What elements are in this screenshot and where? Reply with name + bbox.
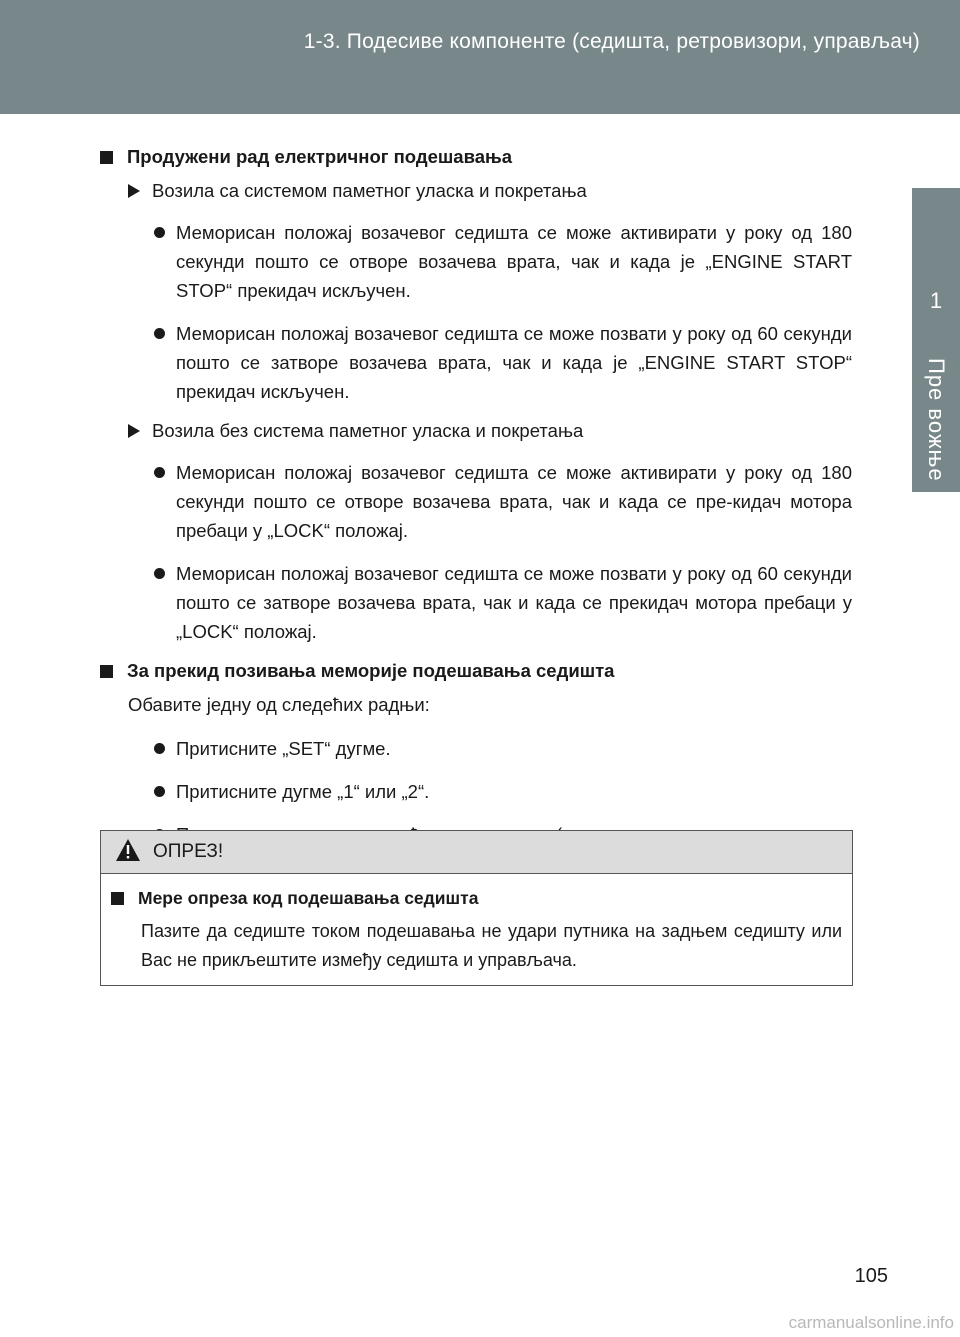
caution-heading <box>111 888 842 909</box>
warning-triangle-icon <box>115 838 141 867</box>
list-item-text: Притисните дугме „1“ или „2“. <box>176 781 430 802</box>
section-intro: Обавите једну од следећих радњи: <box>128 694 430 715</box>
header-band <box>0 0 960 114</box>
caution-text: Пазите да седиште током подешавања не удари путника на задњем седишту или Вас не прикљештите између седишта и управљача. <box>141 921 842 970</box>
round-bullet-icon <box>154 786 165 797</box>
subheading <box>128 180 852 202</box>
watermark: carmanualsonline.info <box>788 1313 954 1332</box>
caution-body <box>101 874 852 975</box>
list-item <box>152 458 852 545</box>
list-item <box>152 734 852 763</box>
square-bullet-icon <box>111 892 124 905</box>
round-bullet-icon <box>154 328 165 339</box>
subheading <box>128 420 852 442</box>
list-item <box>152 319 852 406</box>
caution-heading-text: Мере опреза код подешавања седишта <box>138 888 479 908</box>
square-bullet-icon <box>100 151 113 164</box>
list-item-text: Меморисан положај возачевог седишта се може активирати у року од 180 секунди пошто се отворе возачева врата, чак и када је „ENGINE START STOP“ прекидач искључен. <box>176 222 852 301</box>
round-bullet-icon <box>154 743 165 754</box>
subheading-text: Возила без система паметног уласка и покретања <box>152 420 584 441</box>
list-item-text: Меморисан положај возачевог седишта се може позвати у року од 60 секунди пошто се затворе возачева врата, чак и када је „ENGINE START STOP“ прекидач искључен. <box>176 323 852 402</box>
round-bullet-icon <box>154 568 165 579</box>
triangle-arrow-icon <box>128 424 140 438</box>
list-item <box>152 559 852 646</box>
subheading-text: Возила са системом паметног уласка и покретања <box>152 180 587 201</box>
caution-header <box>101 831 852 874</box>
list-item <box>152 777 852 806</box>
round-bullet-icon <box>154 227 165 238</box>
chapter-title: 1-3. Подесиве компоненте (седишта, ретровизори, управљач) <box>303 30 920 53</box>
list-item-text: Притисните „SET“ дугме. <box>176 738 391 759</box>
section-heading-text: Продужени рад електричног подешавања <box>127 146 513 167</box>
section-heading-text: За прекид позивања меморије подешавања седишта <box>127 660 615 681</box>
page-number: 105 <box>854 1265 888 1287</box>
main-content <box>100 146 852 892</box>
section-heading <box>100 660 852 682</box>
list-item-text: Меморисан положај возачевог седишта се може позвати у року од 60 секунди пошто се затворе возачева врата, чак и када се прекидач мотора пребаци у „LOCK“ положај. <box>176 563 852 642</box>
chapter-label: Пре вожње <box>924 358 949 482</box>
triangle-arrow-icon <box>128 184 140 198</box>
section-heading <box>100 146 852 168</box>
round-bullet-icon <box>154 467 165 478</box>
list-item <box>152 218 852 305</box>
list-item-text: Меморисан положај возачевог седишта се може активирати у року од 180 секунди пошто се отворе возачева врата, чак и када се пре-кидач мотора пребаци у „LOCK“ положај. <box>176 462 852 541</box>
caution-box <box>100 830 853 986</box>
caution-title: ОПРЕЗ! <box>153 841 224 862</box>
chapter-number: 1 <box>929 288 943 313</box>
chapter-tab <box>912 188 960 348</box>
square-bullet-icon <box>100 665 113 678</box>
